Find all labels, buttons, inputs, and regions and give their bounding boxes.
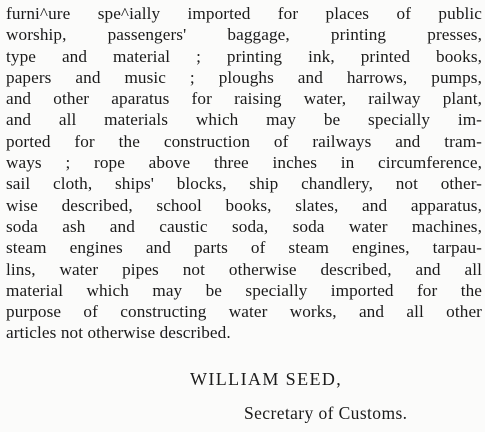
text-line: and all materials which may be specially im-	[6, 110, 482, 130]
signatory-title: Secretary of Customs.	[244, 403, 408, 423]
text-line: purpose of constructing water works, and all other	[6, 302, 482, 322]
text-line: lins, water pipes not otherwise described, and all	[6, 259, 482, 279]
text-line: sail cloth, ships' blocks, ship chandlery, not other-	[6, 174, 482, 194]
text-line: soda ash and caustic soda, soda water machines,	[6, 216, 482, 236]
text-line: articles not otherwise described.	[6, 323, 231, 343]
text-line: ported for the construction of railways and tram-	[6, 131, 482, 151]
signatory-name: WILLIAM SEED,	[190, 369, 343, 389]
text-line: worship, passengers' baggage, printing presses,	[6, 25, 482, 45]
text-line: and other aparatus for raising water, railway plant,	[6, 89, 482, 109]
text-line: wise described, school books, slates, and apparatus,	[6, 195, 482, 215]
text-line: type and material ; printing ink, printed books,	[6, 46, 482, 66]
text-line: papers and music ; ploughs and harrows, pumps,	[6, 67, 482, 87]
text-line: ways ; rope above three inches in circumference,	[6, 153, 482, 173]
signature-block	[0, 368, 485, 428]
text-line: furni^ure spe^ially imported for places of public	[6, 4, 482, 23]
text-line: material which may be specially imported for the	[6, 280, 482, 300]
notice-paragraph	[6, 3, 482, 344]
text-line: steam engines and parts of steam engines, tarpau-	[6, 238, 482, 258]
